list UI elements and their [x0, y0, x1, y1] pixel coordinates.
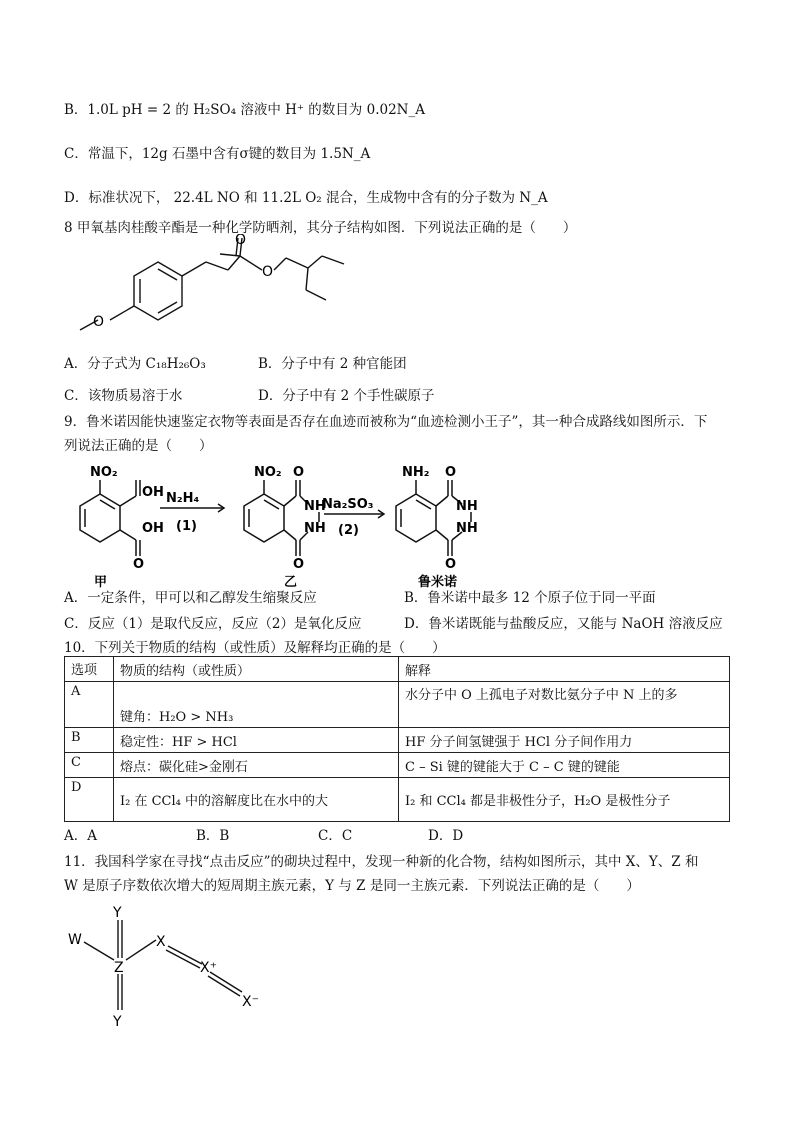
methoxy-o: O	[93, 314, 105, 330]
q7-option-c: C．常温下，12g 石墨中含有σ键的数目为 1.5N_A	[64, 146, 371, 162]
table-cell: A	[65, 682, 114, 728]
q10-stem: 10．下列关于物质的结构（或性质）及解释均正确的是（ ）	[64, 640, 446, 656]
reagent-na2so3: Na₂SO₃	[322, 497, 374, 512]
table-cell: HF 分子间氢键强于 HCl 分子间作用力	[399, 728, 730, 753]
table-cell: I₂ 在 CCl₄ 中的溶解度比在水中的大	[114, 778, 399, 822]
step-2-label: (2)	[338, 523, 359, 538]
table-cell: 熔点：碳化硅>金刚石	[114, 753, 399, 778]
table-cell: C	[65, 753, 114, 778]
q8-stem: 8 甲氧基肉桂酸辛酯是一种化学防晒剂，其分子结构如图．下列说法正确的是（ ）	[64, 220, 577, 236]
yi-nh1: NH	[304, 499, 326, 514]
table-cell: B	[65, 728, 114, 753]
jia-no2: NO₂	[90, 465, 118, 480]
q10-option-b: B．B	[196, 828, 230, 844]
table-cell: I₂ 和 CCl₄ 都是非极性分子，H₂O 是极性分子	[399, 778, 730, 822]
atom-x-plus: X⁺	[200, 960, 217, 976]
table-cell: 水分子中 O 上孤电子对数比氨分子中 N 上的多	[399, 682, 730, 728]
luminol-nh1: NH	[456, 499, 478, 514]
jia-oh2: OH	[142, 521, 164, 536]
q8-molecule-diagram	[70, 234, 350, 340]
q8-option-a: A．分子式为 C₁₈H₂₆O₃	[64, 356, 206, 372]
table-row	[65, 778, 730, 822]
ester-o: O	[262, 264, 274, 280]
atom-x-1: X	[156, 934, 166, 950]
atom-y-bottom: Y	[113, 1014, 122, 1030]
luminol-nh2-ring: NH	[456, 521, 478, 536]
table-cell: 稳定性：HF > HCl	[114, 728, 399, 753]
table-cell: C – Si 键的键能大于 C – C 键的键能	[399, 753, 730, 778]
q8-option-d: D．分子中有 2 个手性碳原子	[258, 388, 435, 404]
q9-option-a: A．一定条件，甲可以和乙醇发生缩聚反应	[64, 590, 317, 606]
table-row	[65, 728, 730, 753]
yi-o-top: O	[293, 465, 305, 480]
yi-o-bottom: O	[293, 557, 305, 572]
yi-nh2: NH	[304, 521, 326, 536]
step-1-label: (1)	[176, 519, 197, 534]
table-header-cell: 物质的结构（或性质）	[114, 657, 399, 682]
q7-option-d: D．标准状况下， 22.4L NO 和 11.2L O₂ 混合，生成物中含有的分子数为 N_A	[64, 190, 548, 206]
table-row	[65, 682, 730, 728]
luminol-nh2: NH₂	[402, 465, 430, 480]
jia-label: 甲	[94, 575, 108, 590]
q10-option-a: A．A	[64, 828, 97, 844]
q9-stem-line2: 列说法正确的是（ ）	[64, 438, 213, 454]
atom-w: W	[68, 932, 82, 948]
atom-y-top: Y	[113, 905, 122, 921]
q9-stem-line1: 9．鲁米诺因能快速鉴定衣物等表面是否存在血迹而被称为“血迹检测小王子”，其一种合成路线如图所示．下	[64, 414, 708, 430]
table-header-row	[65, 657, 730, 682]
jia-oh1: OH	[142, 485, 164, 500]
yi-label: 乙	[284, 575, 298, 590]
q10-table	[64, 656, 730, 822]
q10-option-c: C．C	[318, 828, 353, 844]
table-header-cell: 解释	[399, 657, 730, 682]
luminol-o-top: O	[445, 465, 457, 480]
q11-stem-line2: W 是原子序数依次增大的短周期主族元素，Y 与 Z 是同一主族元素．下列说法正确的是（ ）	[64, 878, 640, 894]
q11-structure-diagram	[64, 900, 284, 1034]
q8-option-c: C．该物质易溶于水	[64, 388, 183, 404]
q8-option-b: B．分子中有 2 种官能团	[258, 356, 407, 372]
atom-x-minus: X⁻	[242, 994, 259, 1010]
q7-option-b: B．1.0L pH = 2 的 H₂SO₄ 溶液中 H⁺ 的数目为 0.02N_A	[64, 102, 425, 118]
q9-option-d: D．鲁米诺既能与盐酸反应，又能与 NaOH 溶液反应	[404, 616, 723, 632]
reagent-n2h4: N₂H₄	[166, 491, 200, 506]
carbonyl-o: O	[235, 234, 247, 248]
yi-no2: NO₂	[254, 465, 282, 480]
luminol-o-bottom: O	[445, 557, 457, 572]
q11-stem-line1: 11．我国科学家在寻找“点击反应”的砌块过程中，发现一种新的化合物，结构如图所示，其中 X、Y、Z 和	[64, 854, 699, 870]
atom-z: Z	[114, 960, 124, 976]
table-row	[65, 753, 730, 778]
q9-option-b: B．鲁米诺中最多 12 个原子位于同一平面	[404, 590, 656, 606]
q10-option-d: D．D	[428, 828, 464, 844]
table-header-cell: 选项	[65, 657, 114, 682]
q9-option-c: C．反应（1）是取代反应，反应（2）是氧化反应	[64, 616, 362, 632]
q9-synthesis-diagram	[64, 460, 504, 590]
jia-o: O	[133, 557, 145, 572]
table-cell: D	[65, 778, 114, 822]
luminol-label: 鲁米诺	[418, 575, 458, 590]
table-cell: 键角：H₂O > NH₃	[114, 682, 399, 728]
